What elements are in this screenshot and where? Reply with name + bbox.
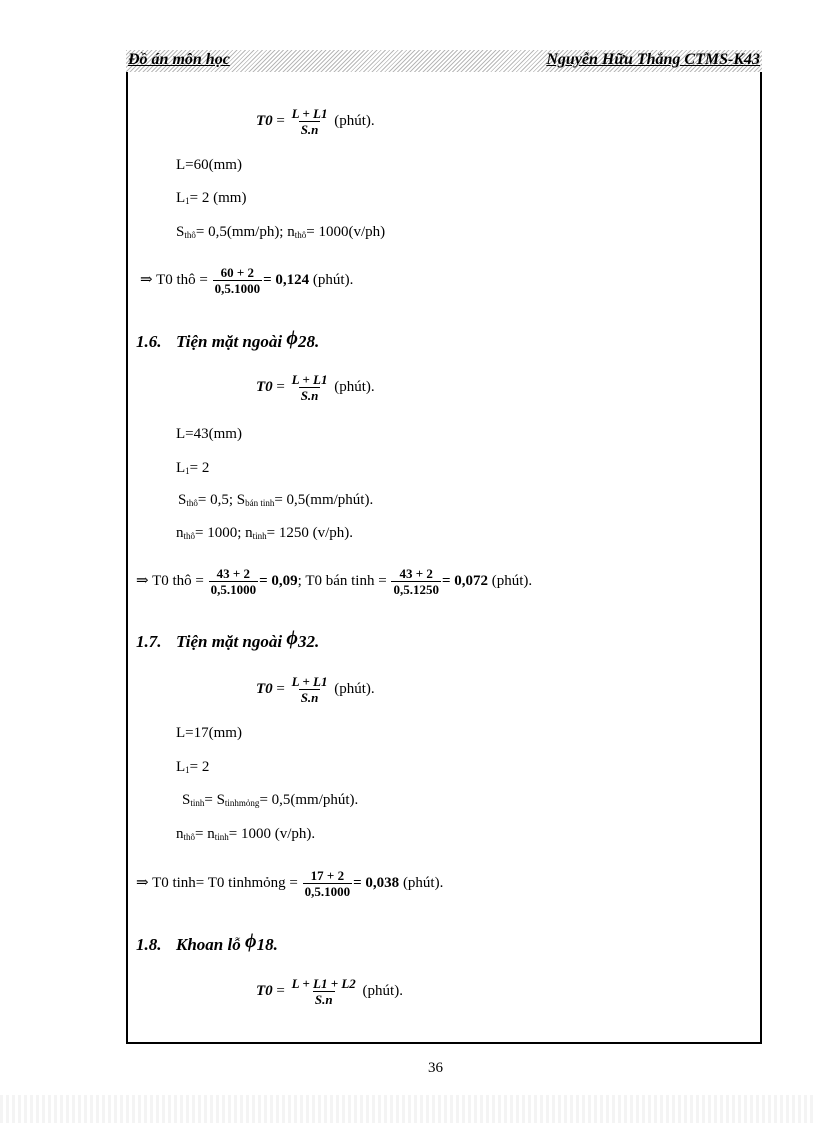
phi-symbol: ϕ xyxy=(286,627,298,649)
length-L1: $L_1= 2$ xyxy=(176,759,210,775)
phi-symbol: ϕ xyxy=(244,930,257,952)
page-header xyxy=(126,50,762,72)
t0-calc: ⇒ T0 thô = $\frac{43 + 2}{0,5.1000}$ = 0,09; T0 bán tinh = $\frac{43 + 2}{0,5.1250}$ = 0,072 (phút). xyxy=(136,566,533,597)
length-L1: $L_1= 2$ xyxy=(176,460,210,476)
spindle-speed: $n_{thô}= n_{tinh}= 1000$ (v/ph). xyxy=(176,826,316,842)
length-L: L=60(mm) xyxy=(176,157,242,173)
section-1-6-heading: 1.6. Tiện mặt ngoài ϕ28. xyxy=(136,327,320,351)
header-right: Nguyễn Hữu Thắng CTMS-K43 xyxy=(546,51,760,68)
formula-t0: T0 = $\frac{L + L1}{S.n}$ (phút). xyxy=(256,372,375,403)
bottom-dotted-band xyxy=(0,1095,816,1123)
t0-tho-calc: ⇒ T0 thô = $\frac{60 + 2}{0,5.1000}$ = 0,124 (phút). xyxy=(140,265,354,296)
feed-speed: $S_{tinh}= S_{tinhmỏng}=$ 0,5(mm/phút). xyxy=(182,792,359,808)
section-1-7-heading: 1.7. Tiện mặt ngoài ϕ32. xyxy=(136,627,320,651)
feed-speed: $S_{thô}= 0,5(mm/ph)$; $n_{thô}= 1000(v/ph)$ xyxy=(176,224,386,240)
formula-t0-l2: T0 = $\frac{L + L1 + L2}{S.n}$ (phút). xyxy=(256,976,403,1007)
fraction: $\frac{L + L1}{S.n}$ xyxy=(291,106,328,137)
formula-t0: T0 = $\frac{L + L1}{S.n}$ (phút). xyxy=(256,674,375,705)
header-left: Đồ án môn học xyxy=(128,51,230,68)
page-number: 36 xyxy=(428,1060,443,1076)
phi-symbol: ϕ xyxy=(286,327,298,349)
length-L1: $L_1= 2$ (mm) xyxy=(176,190,247,206)
t0-tinh-calc: ⇒ T0 tinh= T0 tinhmỏng = $\frac{17 + 2}{0,5.1000}$ = 0,038 (phút). xyxy=(136,868,444,899)
spindle-speed: $n_{thô}= 1000$; $n_{tinh}= 1250$ (v/ph). xyxy=(176,525,354,541)
section-1-8-heading: 1.8. Khoan lỗ ϕ18. xyxy=(136,930,278,954)
length-L: L=43(mm) xyxy=(176,426,242,442)
formula-t0: T0 = $\frac{L + L1}{S.n}$ (phút). xyxy=(256,106,375,137)
length-L: L=17(mm) xyxy=(176,725,242,741)
feed-speed: $S_{thô}= 0,5$; $S_{bán tinh}=$ 0,5(mm/phút). xyxy=(178,492,374,508)
